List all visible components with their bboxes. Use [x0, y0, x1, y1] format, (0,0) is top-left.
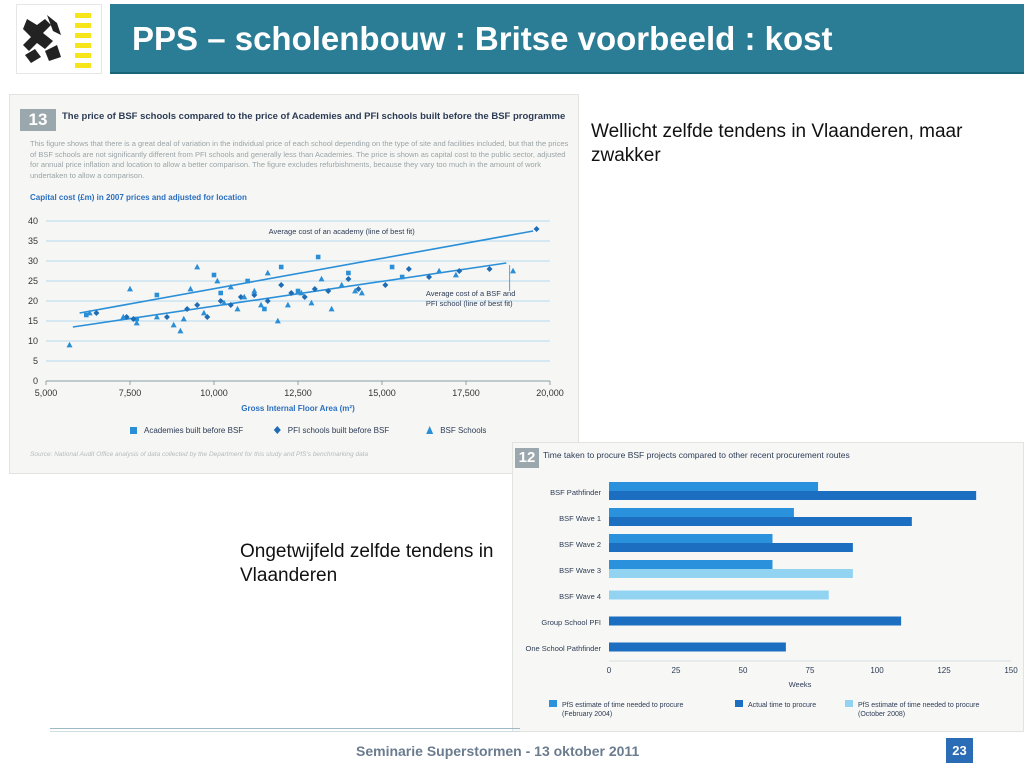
legend-label: PFI schools built before BSF: [287, 426, 390, 435]
y-tick-label: 20: [27, 296, 38, 306]
y-tick-label: 10: [27, 336, 38, 346]
bar-category-label: Group School PFI: [541, 618, 601, 627]
logo-stripe: [75, 53, 91, 58]
x-tick-label: 75: [805, 666, 815, 675]
logo-stripe: [75, 33, 91, 38]
legend-label: PfS estimate of time needed to procure (February 2004): [562, 702, 684, 718]
logo-stripe: [75, 43, 91, 48]
chart-description: This figure shows that there is a great deal of variation in the individual price of each school depending on the type of site and facilities included, but that the prices of BSF schools are not significantly different from PFI schools and generally less than Academies. The price is shown as capital cost to the public sector, adjusted for annual price inflation and location to allow a better comparison. The figure excludes refurbishments, because they vary too much in the amount of work undertaken to allow a comparison.: [30, 139, 569, 180]
legend-swatch: [735, 700, 743, 707]
x-tick-label: 7,500: [118, 388, 142, 398]
bsf-point: [329, 306, 335, 312]
slide-title: PPS – scholenbouw : Britse voorbeeld : kost: [132, 20, 833, 57]
scatter-chart-figure: [9, 94, 579, 474]
page-number: 23: [946, 738, 973, 763]
bar: [609, 517, 912, 526]
flanders-logo: [16, 4, 102, 74]
annotation-academy: Average cost of an academy (line of best fit): [268, 226, 415, 236]
bsf-point: [510, 268, 516, 274]
logo-stripe: [75, 13, 91, 18]
x-tick-label: 5,000: [34, 388, 58, 398]
y-tick-label: 15: [27, 316, 38, 326]
academy-point: [296, 289, 301, 294]
bsf-point: [67, 342, 73, 348]
bsf-point: [275, 318, 281, 324]
footer-divider: [50, 731, 520, 732]
y-tick-label: 25: [27, 276, 38, 286]
bar-category-label: BSF Wave 4: [559, 592, 601, 601]
bsf-point: [339, 282, 345, 288]
bar: [609, 560, 772, 569]
academy-point: [316, 255, 321, 260]
academy-point: [212, 273, 217, 278]
x-tick-label: 10,000: [200, 388, 228, 398]
x-tick-label: 15,000: [368, 388, 396, 398]
bsf-point: [285, 302, 291, 308]
bar-chart-figure: [512, 442, 1024, 732]
x-tick-label: 0: [606, 666, 612, 675]
bsf-point: [187, 286, 193, 292]
bar-plot: [513, 443, 1024, 732]
bar-category-label: BSF Wave 3: [559, 566, 601, 575]
y-tick-label: 40: [27, 216, 38, 226]
pfi-point: [534, 226, 540, 232]
y-tick-label: 35: [27, 236, 38, 246]
legend-swatch: [845, 700, 853, 707]
legend-swatch-academy: [130, 427, 137, 434]
legend-swatch-bsf: [426, 426, 433, 434]
bar-category-label: BSF Pathfinder: [550, 488, 601, 497]
x-axis-label: Weeks: [788, 680, 812, 689]
bar: [609, 617, 901, 626]
note-bottom: Ongetwijfeld zelfde tendens in Vlaanderen: [240, 541, 494, 586]
legend-label: Actual time to procure: [748, 702, 817, 709]
logo-stripe: [75, 23, 91, 28]
legend-label: Academies built before BSF: [144, 426, 244, 435]
annotation-bsf-pfi: Average cost of a BSF and PFI school (line of best fit): [425, 289, 516, 309]
x-tick-label: 25: [671, 666, 681, 675]
x-axis-label: Gross Internal Floor Area (m²): [241, 404, 355, 413]
pfi-point: [487, 266, 493, 272]
chart-title: Time taken to procure BSF projects compared to other recent procurement routes: [543, 450, 850, 460]
bsf-point: [177, 328, 183, 334]
scatter-plot: [10, 95, 580, 475]
academy-point: [279, 265, 284, 270]
flanders-lion-icon: [17, 5, 103, 75]
academy-point: [245, 279, 250, 284]
bar: [609, 543, 853, 552]
x-tick-label: 50: [738, 666, 748, 675]
bsf-point: [319, 276, 325, 282]
academy-point: [155, 293, 160, 298]
y-axis-label: Capital cost (£m) in 2007 prices and adjusted for location: [30, 193, 247, 202]
bsf-point: [201, 310, 207, 316]
bar: [609, 534, 772, 543]
title-bar: [110, 4, 1024, 74]
y-tick-label: 0: [32, 376, 38, 386]
figure-number: 13: [20, 109, 56, 131]
bar: [609, 482, 818, 491]
academy-point: [346, 271, 351, 276]
bar: [609, 591, 829, 600]
note-top: Wellicht zelfde tendens in Vlaanderen, maar zwakker: [591, 121, 963, 166]
bar-category-label: One School Pathfinder: [525, 644, 601, 653]
legend-label: PfS estimate of time needed to procure (October 2008): [858, 702, 980, 718]
bsf-point: [258, 302, 264, 308]
academy-point: [218, 291, 223, 296]
chart-source: Source: National Audit Office analysis of data collected by the Department for this study and PfS's benchmarking data: [30, 451, 369, 458]
y-tick-label: 30: [27, 256, 38, 266]
bsf-point: [127, 286, 133, 292]
x-tick-label: 20,000: [536, 388, 564, 398]
chart-title: The price of BSF schools compared to the price of Academies and PFI schools built before the BSF programme: [62, 111, 566, 122]
bar: [609, 643, 786, 652]
footer-text: Seminarie Superstormen - 13 oktober 2011: [356, 743, 640, 759]
figure-number: 12: [515, 448, 539, 468]
pfi-point: [382, 282, 388, 288]
bsf-point: [251, 288, 257, 294]
bar: [609, 491, 976, 500]
pfi-point: [164, 314, 170, 320]
x-tick-label: 150: [1004, 666, 1018, 675]
y-tick-label: 5: [32, 356, 38, 366]
bsf-point: [265, 270, 271, 276]
pfi-point: [406, 266, 412, 272]
bsf-point: [194, 264, 200, 270]
legend-swatch-pfi: [274, 426, 281, 434]
x-tick-label: 17,500: [452, 388, 480, 398]
bsf-point: [171, 322, 177, 328]
bsf-point: [181, 316, 187, 322]
bar-category-label: BSF Wave 1: [559, 514, 601, 523]
pfi-point: [194, 302, 200, 308]
x-tick-label: 125: [937, 666, 951, 675]
footer-divider: [50, 728, 520, 729]
pfi-point: [278, 282, 284, 288]
bar: [609, 508, 794, 517]
bsf-point: [436, 268, 442, 274]
logo-stripe: [75, 63, 91, 68]
x-tick-label: 100: [870, 666, 884, 675]
legend-label: BSF Schools: [440, 426, 487, 435]
x-tick-label: 12,500: [284, 388, 312, 398]
bsf-point: [214, 278, 220, 284]
bar-category-label: BSF Wave 2: [559, 540, 601, 549]
academy-point: [400, 275, 405, 280]
legend-swatch: [549, 700, 557, 707]
bsf-point: [235, 306, 241, 312]
bar: [609, 569, 853, 578]
academy-point: [390, 265, 395, 270]
